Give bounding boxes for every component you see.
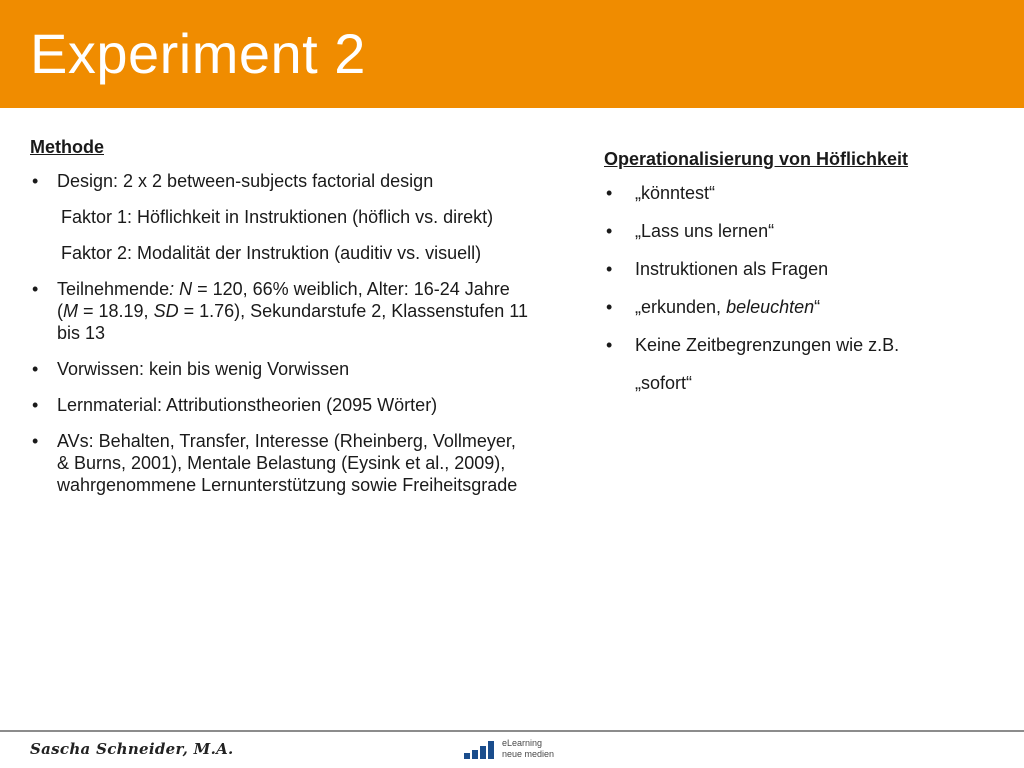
bullet-icon: • (606, 221, 613, 241)
politeness-item-4-italic: beleuchten (726, 297, 815, 317)
learning-material-text: Lernmaterial: Attributionstheorien (2095 Wörter) (57, 395, 438, 415)
n-symbol: N (179, 279, 193, 299)
prior-knowledge-text: Vorwissen: kein bis wenig Vorwissen (57, 359, 350, 379)
design-text: Design: 2 x 2 between-subjects factorial design (57, 171, 434, 191)
elearning-logo (462, 737, 582, 763)
participants-details: = 120, 66% weiblich, Alter: 16-24 Jahre ( (57, 279, 510, 321)
bullet-icon: • (32, 171, 39, 191)
bullet-icon: • (32, 431, 39, 451)
list-item (30, 394, 530, 416)
politeness-item-1: „könntest“ (635, 183, 716, 203)
bullet-icon: • (606, 259, 613, 279)
list-item (604, 334, 1004, 356)
method-column (30, 136, 530, 510)
logo-bar (464, 753, 470, 759)
participants-label: Teilnehmende (57, 279, 170, 299)
politeness-item-4-end: “ (814, 297, 821, 317)
list-item (604, 220, 1004, 242)
dependent-variables-text: AVs: Behalten, Transfer, Interesse (Rheinberg, Vollmeyer, & Burns, 2001), Mentale Belastung (Eysink et al., 2009), wahrgenommene Lernunterstützung sowie Freiheitsgrade (57, 431, 518, 495)
list-item (30, 430, 530, 496)
politeness-list (604, 182, 1004, 356)
list-item (604, 258, 1004, 280)
bullet-icon: • (606, 335, 613, 355)
method-list-continued (30, 278, 530, 496)
politeness-item-4 (635, 297, 820, 317)
author-name: Sascha Schneider, M.A. (30, 740, 234, 758)
logo-line-2: neue medien (502, 749, 555, 759)
bullet-icon: • (32, 279, 39, 299)
logo-bar (472, 750, 478, 759)
bullet-icon: • (606, 297, 613, 317)
method-heading: Methode (30, 137, 104, 157)
logo-bar (488, 741, 494, 759)
logo-bar (480, 746, 486, 759)
list-item (30, 358, 530, 380)
list-item (604, 296, 1004, 318)
participants-text (57, 279, 528, 343)
politeness-item-5-continued: „sofort“ (635, 373, 693, 393)
mean-value: = 18.19, (78, 301, 154, 321)
logo-line-1: eLearning (502, 738, 543, 748)
slide-title: Experiment 2 (30, 22, 366, 85)
participants-colon: : (169, 279, 180, 299)
bullet-icon: • (606, 183, 613, 203)
list-item (30, 278, 530, 344)
method-list (30, 170, 530, 192)
bullet-icon: • (32, 395, 39, 415)
footer-divider (0, 730, 1024, 732)
politeness-column (604, 148, 1004, 394)
sd-value: = 1.76), Sekundarstufe 2, Klassenstufen 11 bis 13 (57, 301, 528, 343)
politeness-item-5: Keine Zeitbegrenzungen wie z.B. (635, 335, 900, 355)
list-item (30, 170, 530, 192)
politeness-item-4-start: „erkunden, (635, 297, 727, 317)
logo-text (502, 738, 554, 760)
politeness-item-3: Instruktionen als Fragen (635, 259, 829, 279)
list-item (604, 182, 1004, 204)
politeness-item-2: „Lass uns lernen“ (635, 221, 775, 241)
mean-symbol: M (63, 301, 78, 321)
sd-symbol: SD (153, 301, 179, 321)
faktor-2-text: Faktor 2: Modalität der Instruktion (auditiv vs. visuell) (61, 243, 482, 263)
faktor-1-text: Faktor 1: Höflichkeit in Instruktionen (höflich vs. direkt) (61, 207, 494, 227)
politeness-heading: Operationalisierung von Höflichkeit (604, 149, 909, 169)
title-bar (0, 0, 1024, 108)
bullet-icon: • (32, 359, 39, 379)
logo-bars-icon (462, 737, 502, 763)
